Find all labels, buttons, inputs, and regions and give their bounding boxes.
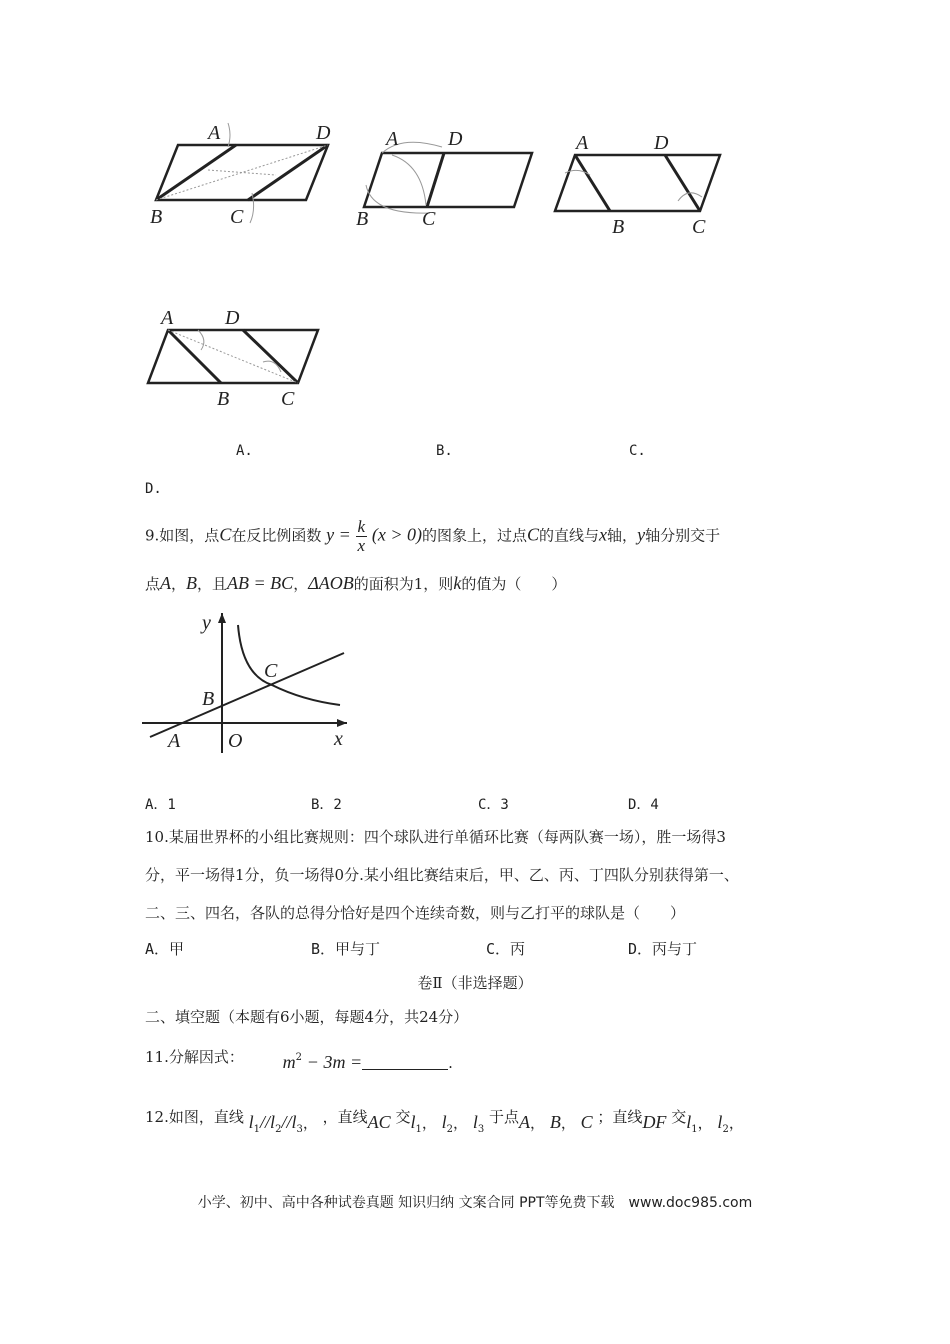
label-c: C [264,660,278,682]
label-a: A [168,730,181,752]
label-d: D [654,132,669,154]
q10-line-3: 二、三、四名，各队的总得分恰好是四个连续奇数，则与乙打平的球队是（ ） [145,904,686,922]
q8-option-a: A. [236,443,253,459]
q10-option-c: C．丙 [486,940,526,958]
fraction-k-over-x: $\frac{k}{x}$ [357,517,366,555]
q10-line-2: 分，平一场得1分，负一场得0分.某小组比赛结束后，甲、乙、丙、丁四队分别获得第一、 [145,866,739,884]
label-a: A [386,128,399,150]
label-c: C [230,206,244,228]
label-d: D [225,307,240,329]
label-b: B [217,388,230,410]
label-c: C [422,208,436,230]
figure-option-d [143,300,333,415]
label-a: A [161,307,174,329]
label-b: B [356,208,369,230]
label-d: D [316,122,331,144]
q11-line: 11.分解因式： $m^2 - 3m$ = . [145,1048,453,1072]
q8-option-d: D. [145,481,162,497]
q9-line-2: 点A，B，且AB = BC，ΔAOB的面积为1，则k的值为（ ） [145,573,567,593]
volume-title: 卷Ⅱ（非选择题） [417,974,533,992]
q9-option-d: D．4 [628,797,659,813]
q12-line: 12.如图，直线 $l_1//l_2//l_3$， ，直线AC 交$l_1$， $l_2$， $l_3$ 于点A， B， C ；直线DF 交$l_1$， $l_2$， [145,1108,744,1135]
q8-option-b: B. [436,443,453,459]
q8-option-c: C. [629,443,646,459]
q9-option-a: A．1 [145,797,176,813]
figure-option-b [352,125,552,235]
axis-y-label: y [202,612,211,634]
q9-graph-figure [142,605,357,755]
label-b: B [612,216,625,238]
q9-line-1: 9.如图，点C在反比例函数 y = $\frac{k}{x}$ (x > 0)的图象上，过点C的直线与x轴，y轴分别交于 [145,517,721,555]
answer-blank[interactable] [362,1055,448,1070]
label-b: B [150,206,163,228]
q9-option-b: B．2 [311,797,342,813]
page-footer: 小学、初中、高中各种试卷真题 知识归纳 文案合同 PPT等免费下载 www.doc985.com [197,1195,753,1211]
figure-option-a [148,115,348,235]
label-d: D [448,128,463,150]
q10-option-a: A．甲 [145,940,185,958]
label-c: C [281,388,295,410]
label-a: A [576,132,589,154]
label-o: O [228,730,243,752]
axis-x-label: x [334,728,343,750]
figure-option-c [550,125,740,240]
q9-option-c: C．3 [478,797,509,813]
q10-option-d: D．丙与丁 [628,940,698,958]
label-b: B [202,688,215,710]
section-header: 二、填空题（本题有6小题，每题4分，共24分） [145,1008,469,1026]
q10-line-1: 10.某届世界杯的小组比赛规则：四个球队进行单循环比赛（每两队赛一场），胜一场得3 [145,828,726,846]
label-c: C [692,216,706,238]
q10-option-b: B．甲与丁 [311,940,381,958]
label-a: A [208,122,221,144]
